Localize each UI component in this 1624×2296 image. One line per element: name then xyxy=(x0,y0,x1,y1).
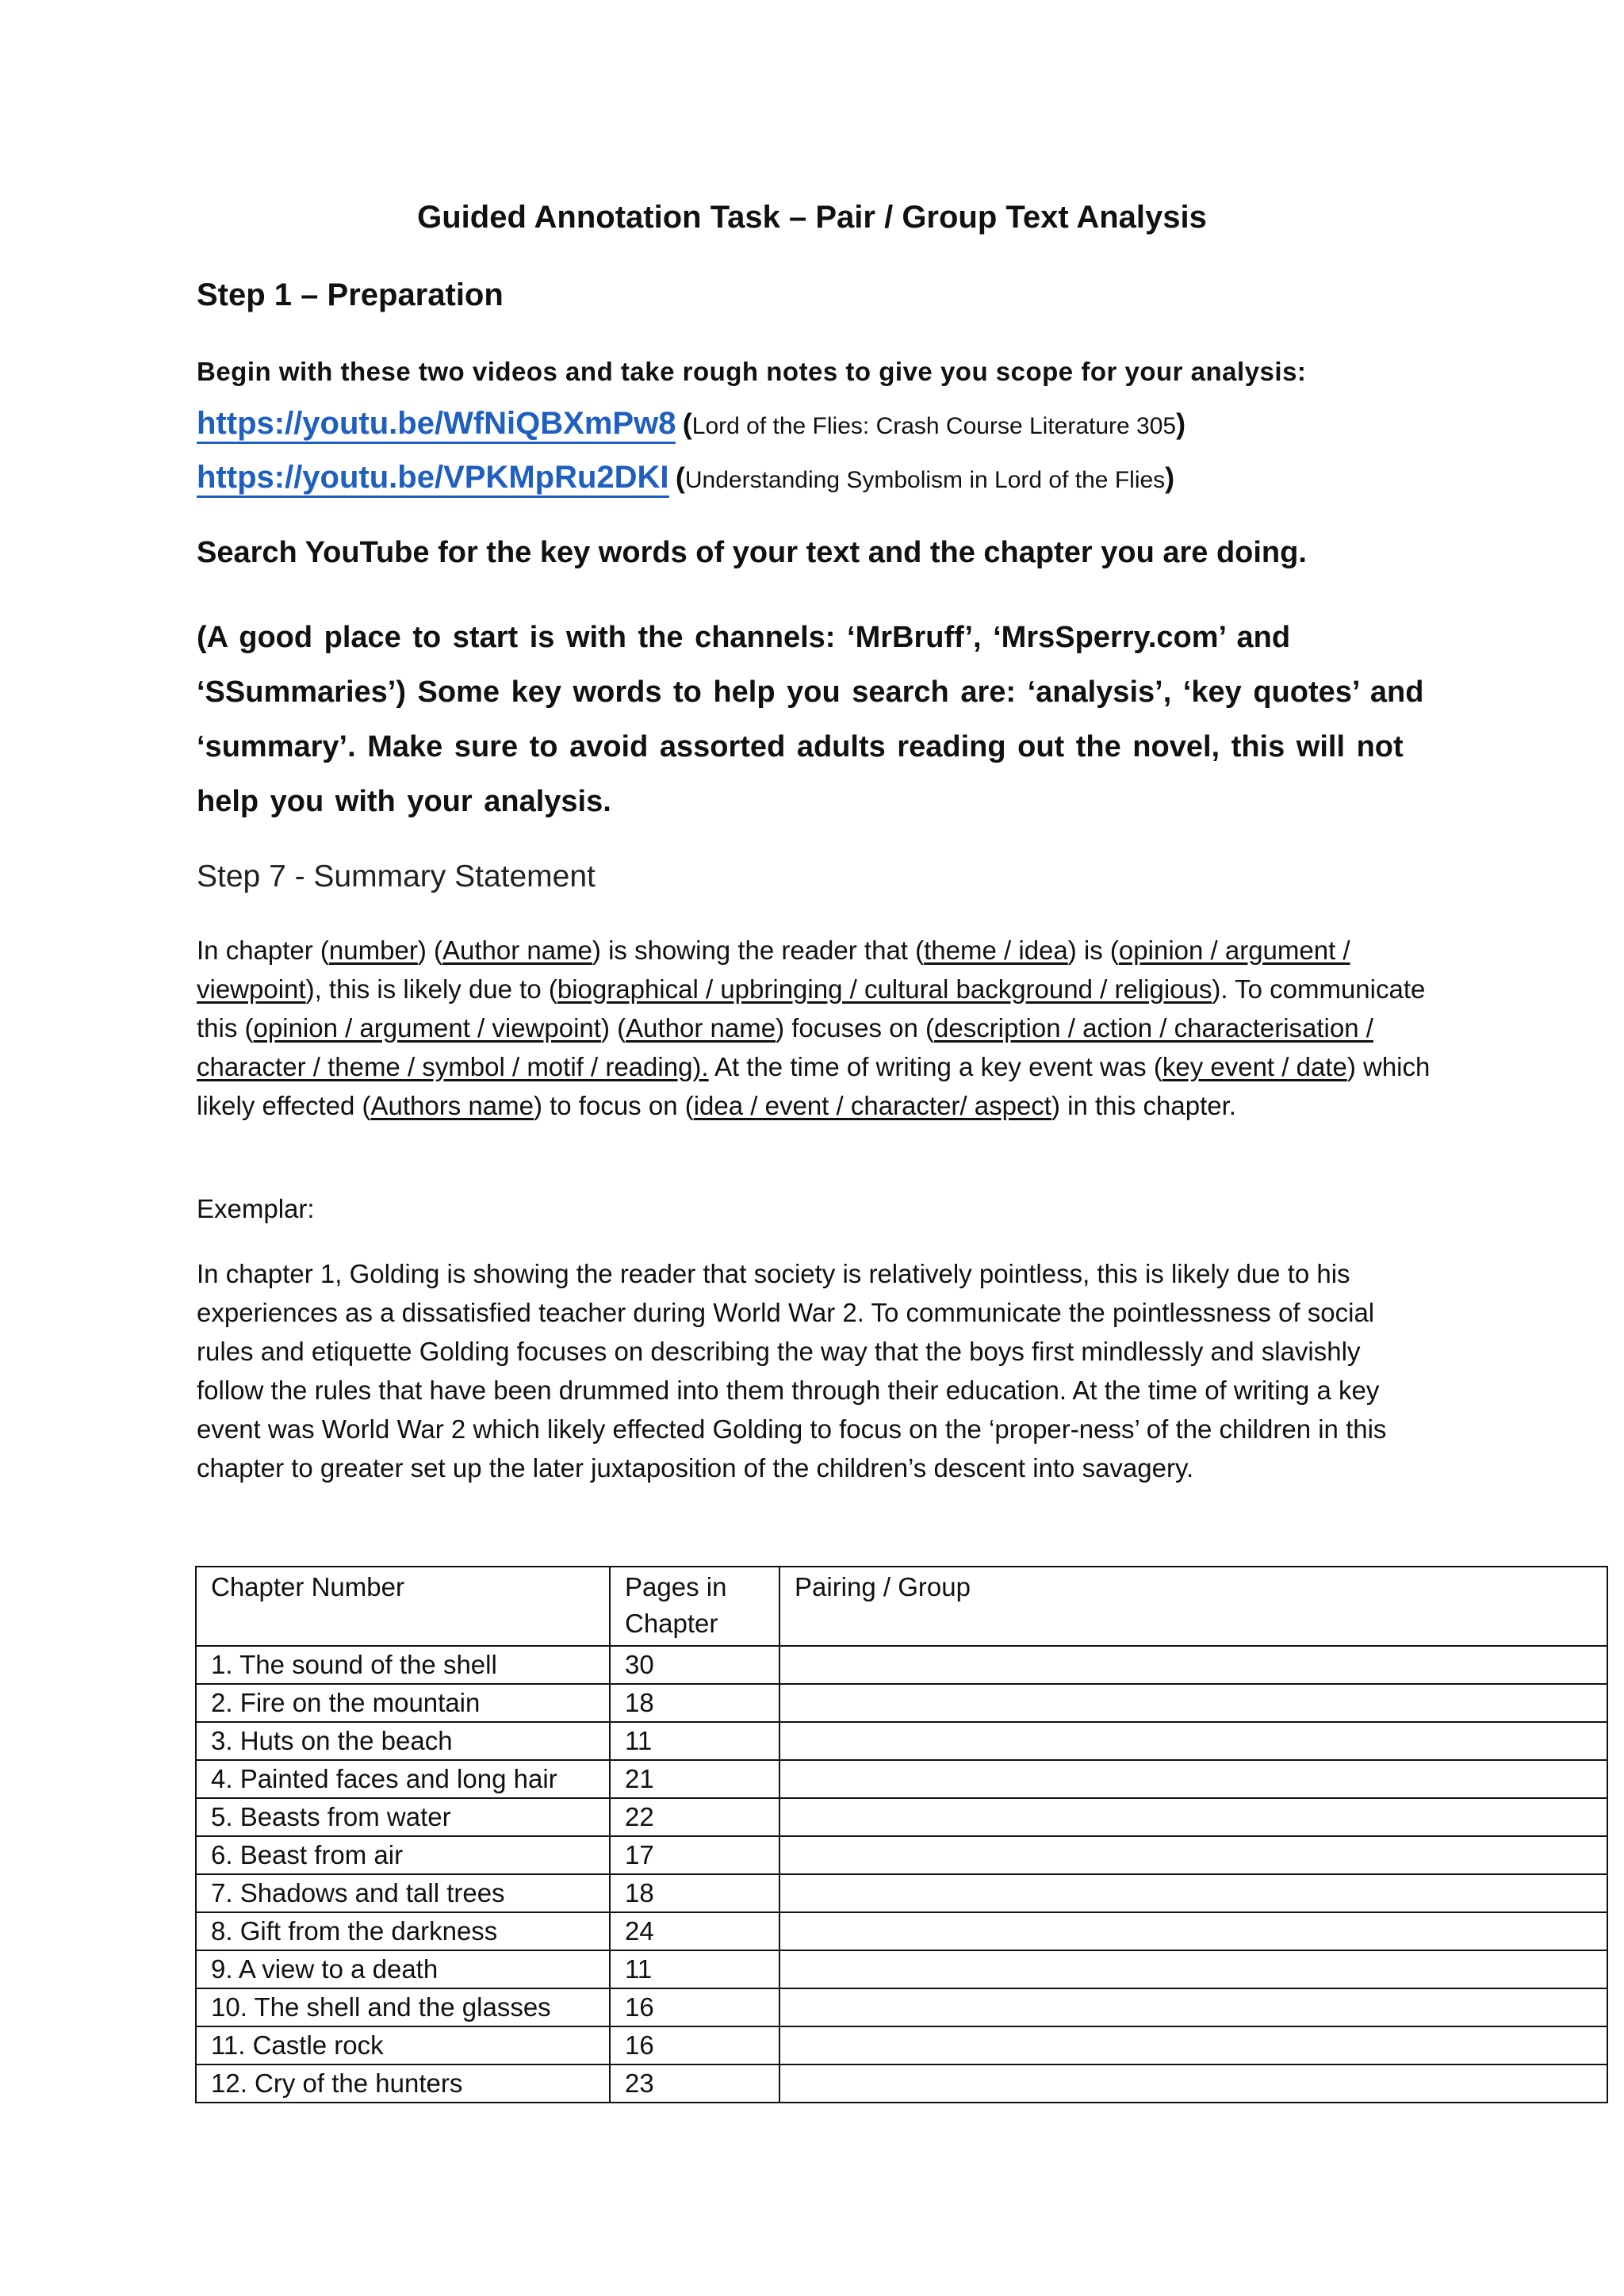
header-pairing: Pairing / Group xyxy=(779,1567,1607,1646)
paren-close: ) xyxy=(1176,408,1186,440)
pairing-cell[interactable] xyxy=(779,1722,1607,1760)
table-header-row xyxy=(196,1567,1607,1646)
pairing-cell[interactable] xyxy=(779,1684,1607,1722)
pairing-cell[interactable] xyxy=(779,1912,1607,1950)
summary-template xyxy=(197,931,1434,1125)
header-pages: Pages in Chapter xyxy=(610,1567,779,1646)
pages-cell: 17 xyxy=(610,1836,779,1874)
video-link-row-2 xyxy=(197,460,1174,496)
template-placeholder: number xyxy=(328,936,418,965)
pages-cell: 11 xyxy=(610,1722,779,1760)
search-instruction: Search YouTube for the key words of your text and the chapter you are doing. xyxy=(197,536,1307,569)
pages-cell: 23 xyxy=(610,2064,779,2103)
pairing-cell[interactable] xyxy=(779,1798,1607,1836)
pairing-cell[interactable] xyxy=(779,1950,1607,1988)
chapter-cell: 4. Painted faces and long hair xyxy=(196,1760,610,1798)
pairing-cell[interactable] xyxy=(779,1988,1607,2026)
paren-open: ( xyxy=(675,461,685,494)
chapter-cell: 1. The sound of the shell xyxy=(196,1646,610,1684)
video-description-2: Understanding Symbolism in Lord of the Flies xyxy=(684,467,1166,493)
pages-cell: 24 xyxy=(610,1912,779,1950)
template-placeholder: theme / idea xyxy=(924,936,1068,965)
template-placeholder: idea / event / character/ aspect xyxy=(693,1091,1051,1120)
pairing-cell[interactable] xyxy=(779,2026,1607,2064)
template-placeholder: Author name xyxy=(442,936,592,965)
video-link-row-1 xyxy=(197,406,1185,442)
pages-cell: 30 xyxy=(610,1646,779,1684)
template-text: ) to focus on ( xyxy=(533,1091,694,1120)
template-text: At the time of writing a key event was ( xyxy=(708,1052,1162,1081)
chapter-cell: 7. Shadows and tall trees xyxy=(196,1874,610,1912)
chapter-cell: 6. Beast from air xyxy=(196,1836,610,1874)
table-row xyxy=(196,1722,1607,1760)
pairing-cell[interactable] xyxy=(779,1760,1607,1798)
table-row xyxy=(196,1798,1607,1836)
template-text: ), this is likely due to ( xyxy=(305,974,557,1004)
video-link-1[interactable]: https://youtu.be/WfNiQBXmPw8 xyxy=(197,406,676,444)
step7-heading: Step 7 - Summary Statement xyxy=(197,859,596,894)
pages-cell: 18 xyxy=(610,1684,779,1722)
table-row xyxy=(196,1836,1607,1874)
chapter-cell: 9. A view to a death xyxy=(196,1950,610,1988)
template-text: ) ( xyxy=(417,936,442,965)
template-text: ) in this chapter. xyxy=(1051,1091,1236,1120)
page-title: Guided Annotation Task – Pair / Group Text Analysis xyxy=(417,200,1207,235)
template-placeholder: opinion / argument / viewpoint xyxy=(197,936,1350,1004)
chapter-table xyxy=(195,1566,1608,2103)
pages-cell: 16 xyxy=(610,2026,779,2064)
table-row xyxy=(196,1950,1607,1988)
chapter-cell: 3. Huts on the beach xyxy=(196,1722,610,1760)
pairing-cell[interactable] xyxy=(779,1646,1607,1684)
header-chapter-number: Chapter Number xyxy=(196,1567,610,1646)
table-row xyxy=(196,1988,1607,2026)
template-text: In chapter ( xyxy=(197,936,329,965)
table-row xyxy=(196,1760,1607,1798)
pages-cell: 22 xyxy=(610,1798,779,1836)
chapter-cell: 10. The shell and the glasses xyxy=(196,1988,610,2026)
template-text: ) is ( xyxy=(1067,936,1119,965)
template-text: ) ( xyxy=(600,1013,626,1043)
exemplar-paragraph: In chapter 1, Golding is showing the reader that society is relatively pointless, this is likely due to his experiences as a dissatisfied teacher during World War 2. To communicate the pointlessness of social rules and etiquette Golding focuses on describing the way that the boys first mindlessly and slavishly follow the rules that have been drummed into them through their education. At the time of writing a key event was World War 2 which likely effected Golding to focus on the ‘proper-ness’ of the children in this chapter to greater set up the later juxtaposition of the children’s descent into savagery. xyxy=(197,1259,1387,1483)
chapter-cell: 8. Gift from the darkness xyxy=(196,1912,610,1950)
template-text: ) is showing the reader that ( xyxy=(592,936,925,965)
video-description-1: Lord of the Flies: Crash Course Literature 305 xyxy=(691,413,1177,439)
pages-cell: 21 xyxy=(610,1760,779,1798)
chapter-cell: 11. Castle rock xyxy=(196,2026,610,2064)
pages-cell: 18 xyxy=(610,1874,779,1912)
chapter-cell: 5. Beasts from water xyxy=(196,1798,610,1836)
paren-close: ) xyxy=(1165,461,1175,494)
channel-tip: (A good place to start is with the channels: ‘MrBruff’, ‘MrsSperry.com’ and ‘SSummaries’) Some key words to help you search are: ‘analysis’, ‘key quotes’ and ‘summary’. Make sure to avoid assorted adults reading out the novel, this will not help you with your analysis. xyxy=(197,621,1424,818)
paren-open: ( xyxy=(682,408,692,440)
template-placeholder: key event / date xyxy=(1162,1052,1347,1081)
table-row xyxy=(196,1912,1607,1950)
pages-cell: 11 xyxy=(610,1950,779,1988)
step1-intro: Begin with these two videos and take rough notes to give you scope for your analysis: xyxy=(197,357,1307,386)
table-row xyxy=(196,1646,1607,1684)
pages-cell: 16 xyxy=(610,1988,779,2026)
exemplar-label: Exemplar: xyxy=(197,1194,315,1223)
chapter-cell: 12. Cry of the hunters xyxy=(196,2064,610,2103)
table-row xyxy=(196,1874,1607,1912)
chapter-cell: 2. Fire on the mountain xyxy=(196,1684,610,1722)
template-placeholder: Authors name xyxy=(370,1091,534,1120)
template-text: ) focuses on ( xyxy=(776,1013,934,1043)
video-link-2[interactable]: https://youtu.be/VPKMpRu2DKI xyxy=(197,460,669,498)
template-text: ) which likely effected ( xyxy=(197,1052,1431,1120)
template-placeholder: opinion / argument / viewpoint xyxy=(253,1013,601,1043)
table-row xyxy=(196,1684,1607,1722)
pairing-cell[interactable] xyxy=(779,1874,1607,1912)
template-placeholder: biographical / upbringing / cultural background / religious xyxy=(557,974,1212,1004)
step1-heading: Step 1 – Preparation xyxy=(197,277,504,312)
pairing-cell[interactable] xyxy=(779,2064,1607,2103)
pairing-cell[interactable] xyxy=(779,1836,1607,1874)
template-placeholder: description / action / characterisation / character / theme / symbol / motif / reading). xyxy=(197,1013,1373,1081)
table-row xyxy=(196,2064,1607,2103)
table-row xyxy=(196,2026,1607,2064)
template-text: ). To communicate this ( xyxy=(197,974,1426,1043)
template-placeholder: Author name xyxy=(626,1013,776,1043)
